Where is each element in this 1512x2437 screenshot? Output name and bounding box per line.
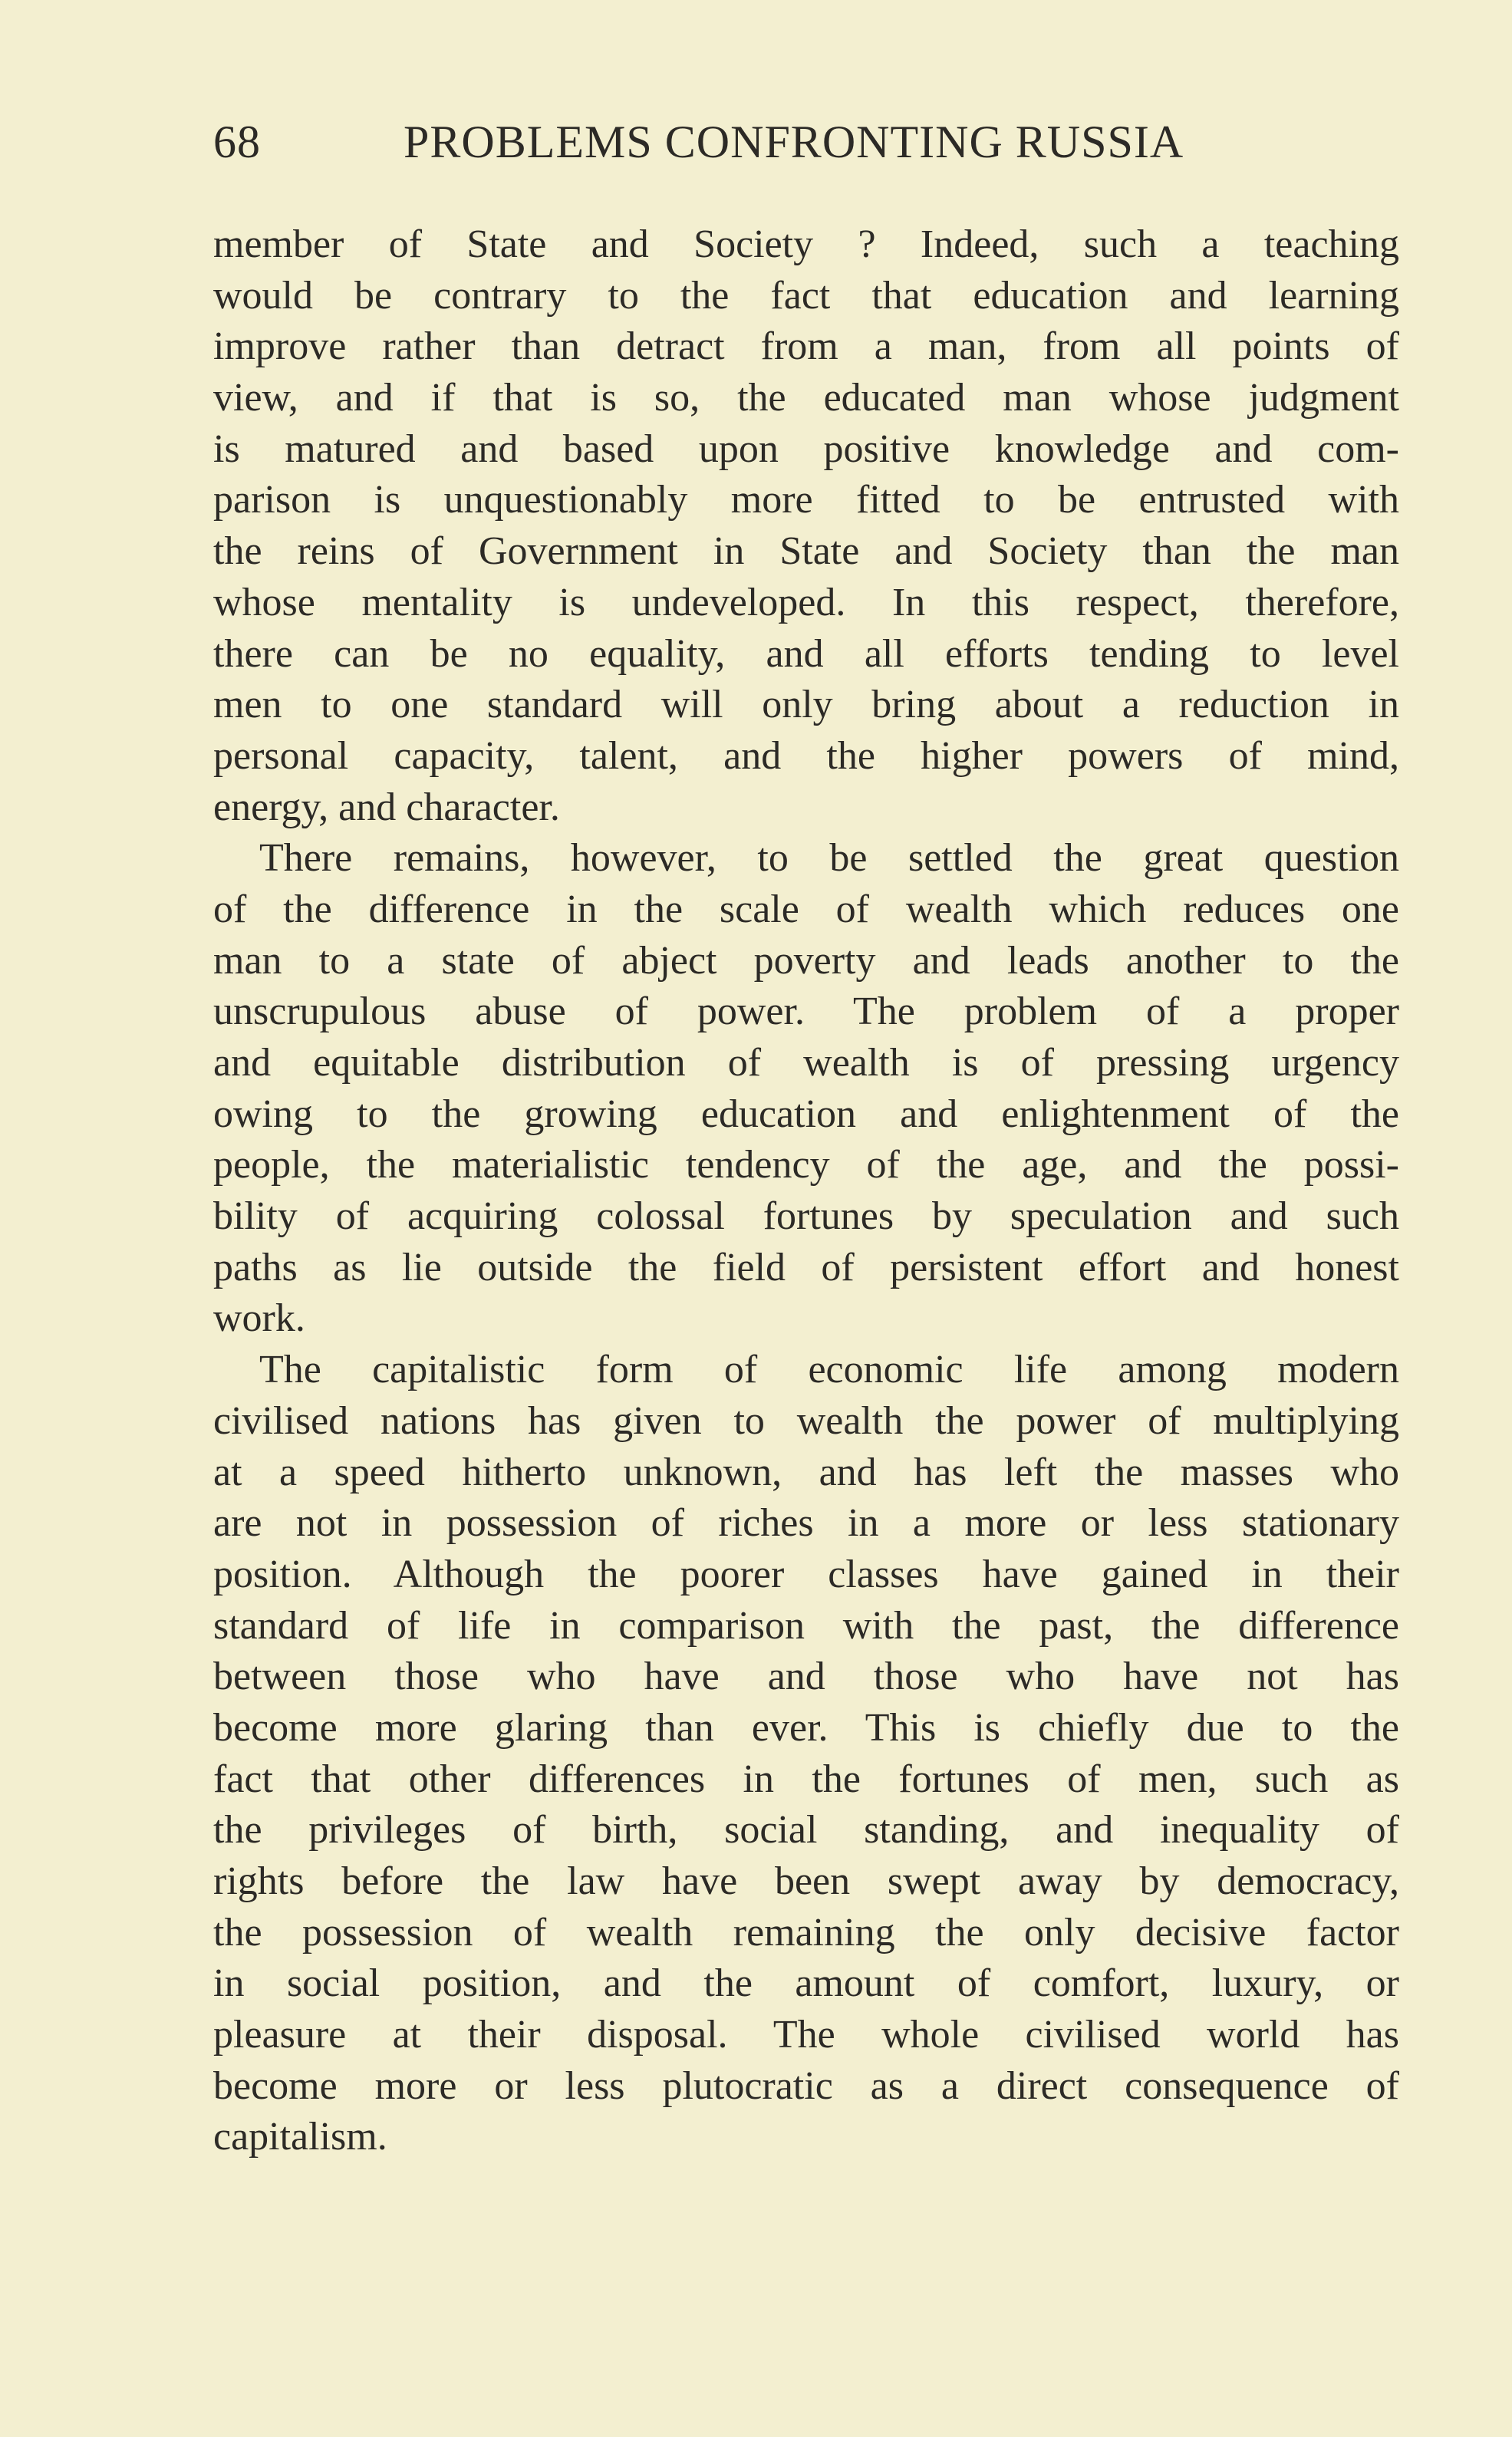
text-line: the reins of Government in State and Society than the man [213,529,1399,574]
paragraph [213,833,1399,1345]
text-line: fact that other differences in the fortunes of men, such as [213,1757,1399,1801]
text-line: improve rather than detract from a man, from all points of [213,324,1399,369]
text-line: there can be no equality, and all efforts tending to level [213,631,1399,676]
running-title: PROBLEMS CONFRONTING RUSSIA [404,117,1184,167]
text-line: parison is unquestionably more fitted to be entrusted with [213,478,1399,522]
text-line: rights before the law have been swept away by democracy, [213,1859,1399,1903]
text-line: standard of life in comparison with the past, the difference [213,1603,1399,1648]
text-line: is matured and based upon positive knowledge and com- [213,426,1399,471]
text-line: personal capacity, talent, and the higher powers of mind, [213,733,1399,778]
text-line: become more glaring than ever. This is chiefly due to the [213,1705,1399,1750]
text-line: view, and if that is so, the educated man whose judgment [213,376,1399,420]
text-line: in social position, and the amount of comfort, luxury, or [213,1961,1399,2006]
text-line: whose mentality is undeveloped. In this respect, therefore, [213,580,1399,624]
text-line: would be contrary to the fact that education and learning [213,273,1399,318]
text-line: energy, and character. [213,785,560,829]
text-line: capitalism. [213,2115,387,2159]
text-line: unscrupulous abuse of power. The problem of a proper [213,990,1399,1034]
text-line: become more or less plutocratic as a direct consequence of [213,2063,1399,2108]
text-line: people, the materialistic tendency of the age, and the possi- [213,1143,1399,1187]
text-line: The capitalistic form of economic life among modern [259,1348,1399,1392]
text-line: men to one standard will only bring about a reduction in [213,683,1399,727]
text-line: the possession of wealth remaining the only decisive factor [213,1910,1399,1955]
running-head [213,107,1399,176]
text-line: and equitable distribution of wealth is of pressing urgency [213,1041,1399,1085]
text-line: the privileges of birth, social standing, and inequality of [213,1808,1399,1852]
text-line: are not in possession of riches in a more or less stationary [213,1501,1399,1546]
text-line: of the difference in the scale of wealth which reduces one [213,887,1399,931]
text-line: paths as lie outside the field of persistent effort and honest [213,1245,1399,1289]
text-line: civilised nations has given to wealth the power of multiplying [213,1398,1399,1443]
text-line: owing to the growing education and enlightenment of the [213,1092,1399,1136]
text-line: at a speed hitherto unknown, and has left the masses who [213,1450,1399,1494]
text-line: between those who have and those who have not has [213,1655,1399,1699]
paragraph [213,1345,1399,2163]
page-number: 68 [213,117,261,167]
text-line: member of State and Society ? Indeed, such a teaching [213,222,1399,266]
body-text [213,219,1399,2163]
text-line: man to a state of abject poverty and leads another to the [213,938,1399,983]
text-line: position. Although the poorer classes have gained in their [213,1552,1399,1596]
paragraph [213,219,1399,833]
text-line: pleasure at their disposal. The whole civilised world has [213,2013,1399,2057]
text-line: There remains, however, to be settled the great question [259,836,1399,881]
text-line: work. [213,1296,305,1341]
text-line: bility of acquiring colossal fortunes by speculation and such [213,1194,1399,1239]
